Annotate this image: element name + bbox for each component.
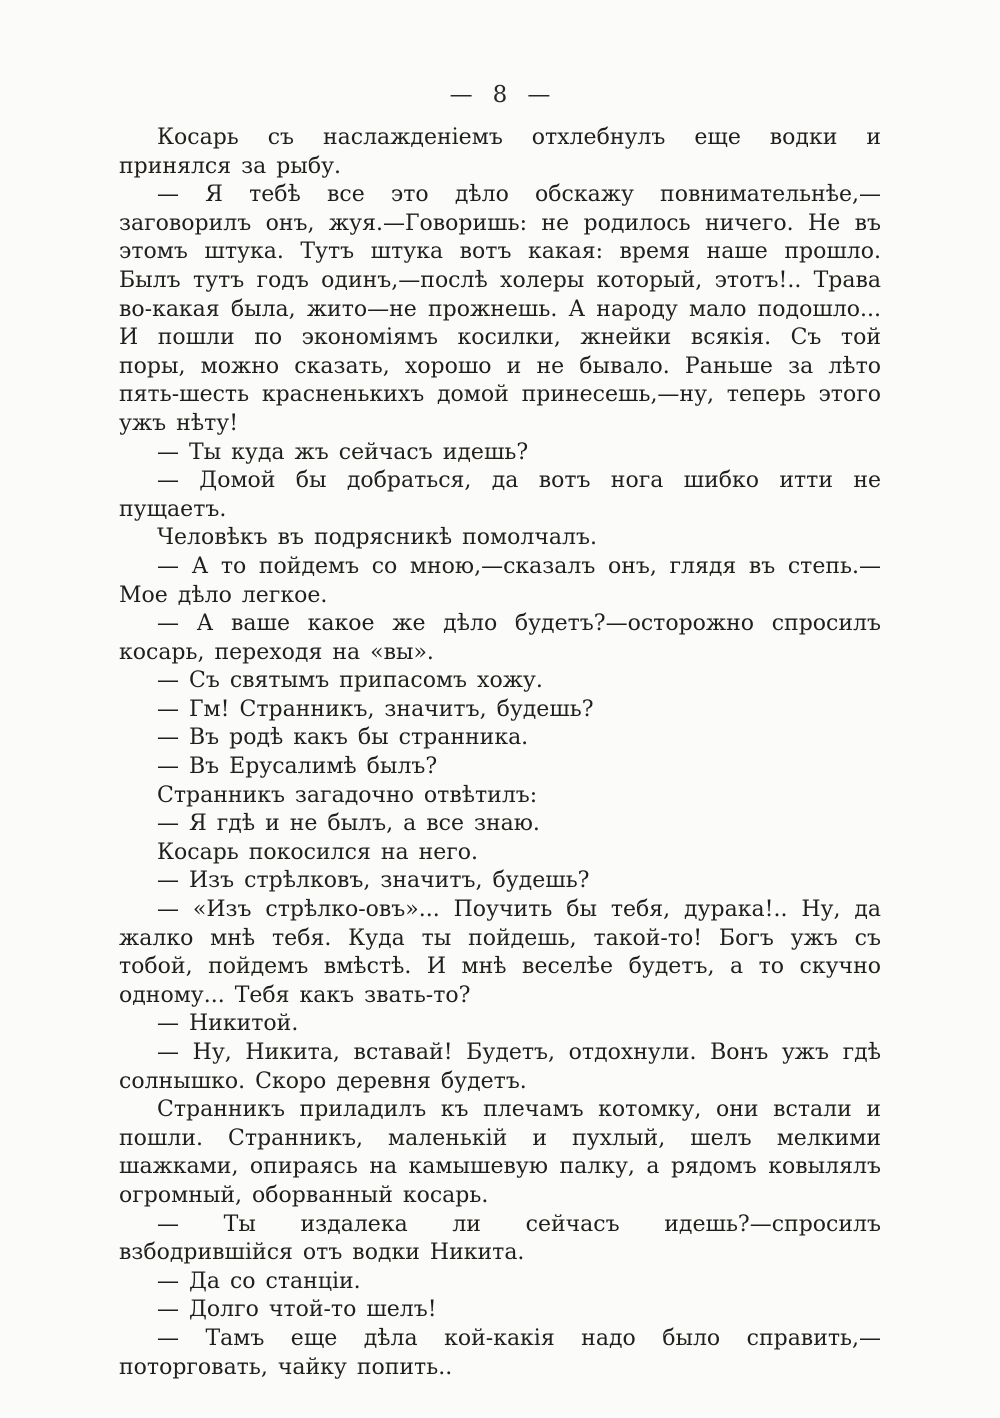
paragraph: — Въ Ерусалимѣ былъ? — [157, 754, 438, 780]
paragraph: — Ну, Никита, вставай! Будетъ, отдохнули. Вонъ ужъ гдѣ солнышко. Скоро деревня будетъ. — [119, 1040, 881, 1094]
paragraph: — Ты куда жъ сейчасъ идешь? — [157, 439, 529, 465]
paragraph: — Да со станціи. — [157, 1268, 361, 1294]
paragraph: — Ты издалека ли сейчасъ идешь?—спросилъ взбодрившійся отъ водки Никита. — [119, 1211, 881, 1266]
paragraph: — Я тебѣ все это дѣло обскажу повнимательнѣе,—заговорилъ онъ, жуя.—Говоришь: не родилось ничего. Не въ этомъ штука. Тутъ штука вотъ какая: время наше прошло. Былъ тутъ годъ одинъ,—послѣ холеры который, этотъ!.. Трава во-какая была, жито—не прожнешь. А народу мало подошло... И пошли по экономіямъ косилки, жнейки всякія. Съ той поры, можно сказать, хорошо и не бывало. Раньше за лѣто пять-шесть красненькихъ домой принесешь,—ну, теперь этого ужъ нѣту! — [119, 182, 881, 436]
page-number: 8 — [492, 82, 508, 108]
paragraph: — «Изъ стрѣлко-овъ»... Поучить бы тебя, дурака!.. Ну, да жалко мнѣ тебя. Куда ты пойдешь, такой-то! Богъ ужъ съ тобой, пойдемъ вмѣстѣ. И мнѣ веселѣе будетъ, а то скучно одному... Тебя какъ звать-то? — [119, 897, 881, 1008]
paragraph: — Долго чтой-то шелъ! — [157, 1297, 437, 1323]
paragraph: — Тамъ еще дѣла кой-какія надо было справить,—поторговать, чайку попить.. — [119, 1325, 881, 1380]
paragraph: — Домой бы добраться, да вотъ нога шибко итти не пущаетъ. — [119, 468, 881, 522]
paragraph: — Никитой. — [157, 1011, 299, 1037]
paragraph: — Гм! Странникъ, значитъ, будешь? — [157, 696, 594, 722]
header-dash-right: — — [527, 82, 551, 108]
paragraph: — А то пойдемъ со мною,—сказалъ онъ, глядя въ степь.— Мое дѣло легкое. — [119, 553, 881, 608]
paragraph: — Я гдѣ и не былъ, а все знаю. — [157, 811, 540, 837]
paragraph: Косарь съ наслажденіемъ отхлебнулъ еще водки и принялся за рыбу. — [119, 125, 881, 179]
paragraph: — А ваше какое же дѣло будетъ?—осторожно спросилъ косарь, переходя на «вы». — [119, 611, 881, 665]
text-block — [119, 124, 881, 1382]
header-dash-left: — — [449, 82, 473, 108]
paragraph: Косарь покосился на него. — [157, 839, 479, 865]
paragraph: Человѣкъ въ подрясникѣ помолчалъ. — [157, 525, 597, 551]
paragraph: — Съ святымъ припасомъ хожу. — [157, 668, 543, 694]
page-header — [0, 0, 1000, 108]
paragraph: Странникъ загадочно отвѣтилъ: — [157, 782, 538, 808]
paragraph: — Изъ стрѣлковъ, значитъ, будешь? — [157, 868, 590, 894]
paragraph: — Въ родѣ какъ бы странника. — [157, 725, 529, 751]
paragraph: Странникъ приладилъ къ плечамъ котомку, они встали и пошли. Странникъ, маленькій и пухлый, шелъ мелкими шажками, опираясь на камышевую палку, а рядомъ ковылялъ огромный, оборванный косарь. — [119, 1097, 881, 1208]
